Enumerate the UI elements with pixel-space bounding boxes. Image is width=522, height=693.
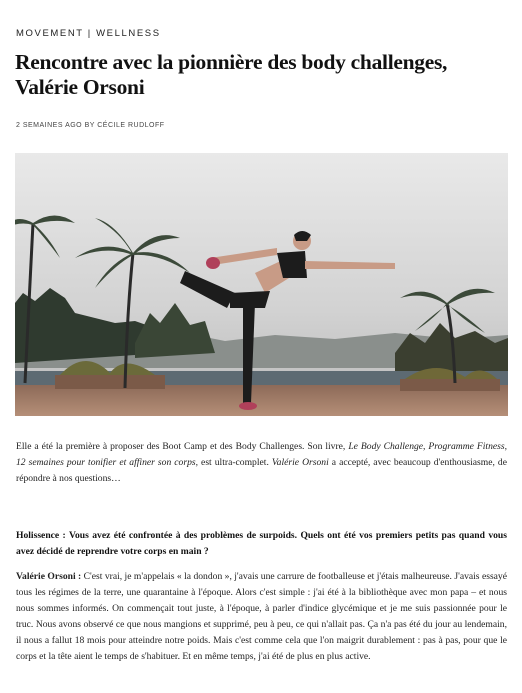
woman-yoga-pose-photo	[15, 153, 508, 416]
category-link-wellness[interactable]: WELLNESS	[96, 28, 161, 39]
category-link-movement[interactable]: MOVEMENT	[16, 28, 84, 39]
intro-text-2: est ultra-complet.	[198, 457, 272, 468]
category-nav	[16, 28, 161, 39]
interview-answer	[16, 569, 507, 665]
article-title: Rencontre avec la pionnière des body challenges, Valérie Orsoni	[15, 50, 448, 99]
author-link[interactable]: CÉCILE RUDLOFF	[97, 122, 165, 129]
book-title: Le Body Challenge, Programme Fitness, 12 semaines pour tonifier et affiner son corps,	[16, 441, 508, 468]
answer-text: C'est vrai, je m'appelais « la dondon », j'avais une carrure de footballeuse et j'étais malheureuse. J'avais essayé tous les régimes de la terre, une quarantaine à l'époque. Alors c'est simple : j'ai été à la bibliothèque avec mon papa – et nous nous sommes informés. On commençait tout juste, à l'époque, à parler d'indice glycémique et je me suis passionnée pour le truc. Nous avons observé ce que nous mangions et supprimé, peu à peu, ce qui n'allait pas. Ça n'a pas été du jour au lendemain, il nous a fallut 18 mois pour atteindre notre poids. Mais c'est comme cela que l'on maigrit durablement : pas à pas, pour que le corps et la tête aient le temps de s'habituer. Et en même temps, j'ai été de plus en plus active.	[16, 571, 507, 662]
article-intro	[16, 439, 507, 487]
interview-question: Holissence : Vous avez été confrontée à des problèmes de surpoids. Quels ont été vos premiers petits pas quand vous avez décidé de reprendre votre corps en main ?	[16, 530, 507, 557]
byline	[16, 122, 165, 129]
category-separator: |	[87, 28, 92, 39]
intro-text-3: a accepté, avec beaucoup d'enthousiasme, de répondre à nos questions…	[16, 457, 507, 484]
interviewee-name: Valérie Orsoni	[271, 457, 329, 468]
hero-image	[15, 153, 508, 416]
byline-date: 2 SEMAINES AGO BY	[16, 122, 95, 129]
intro-text-1: Elle a été la première à proposer des Boot Camp et des Body Challenges. Son livre,	[16, 441, 349, 452]
answer-speaker: Valérie Orsoni :	[16, 571, 82, 582]
